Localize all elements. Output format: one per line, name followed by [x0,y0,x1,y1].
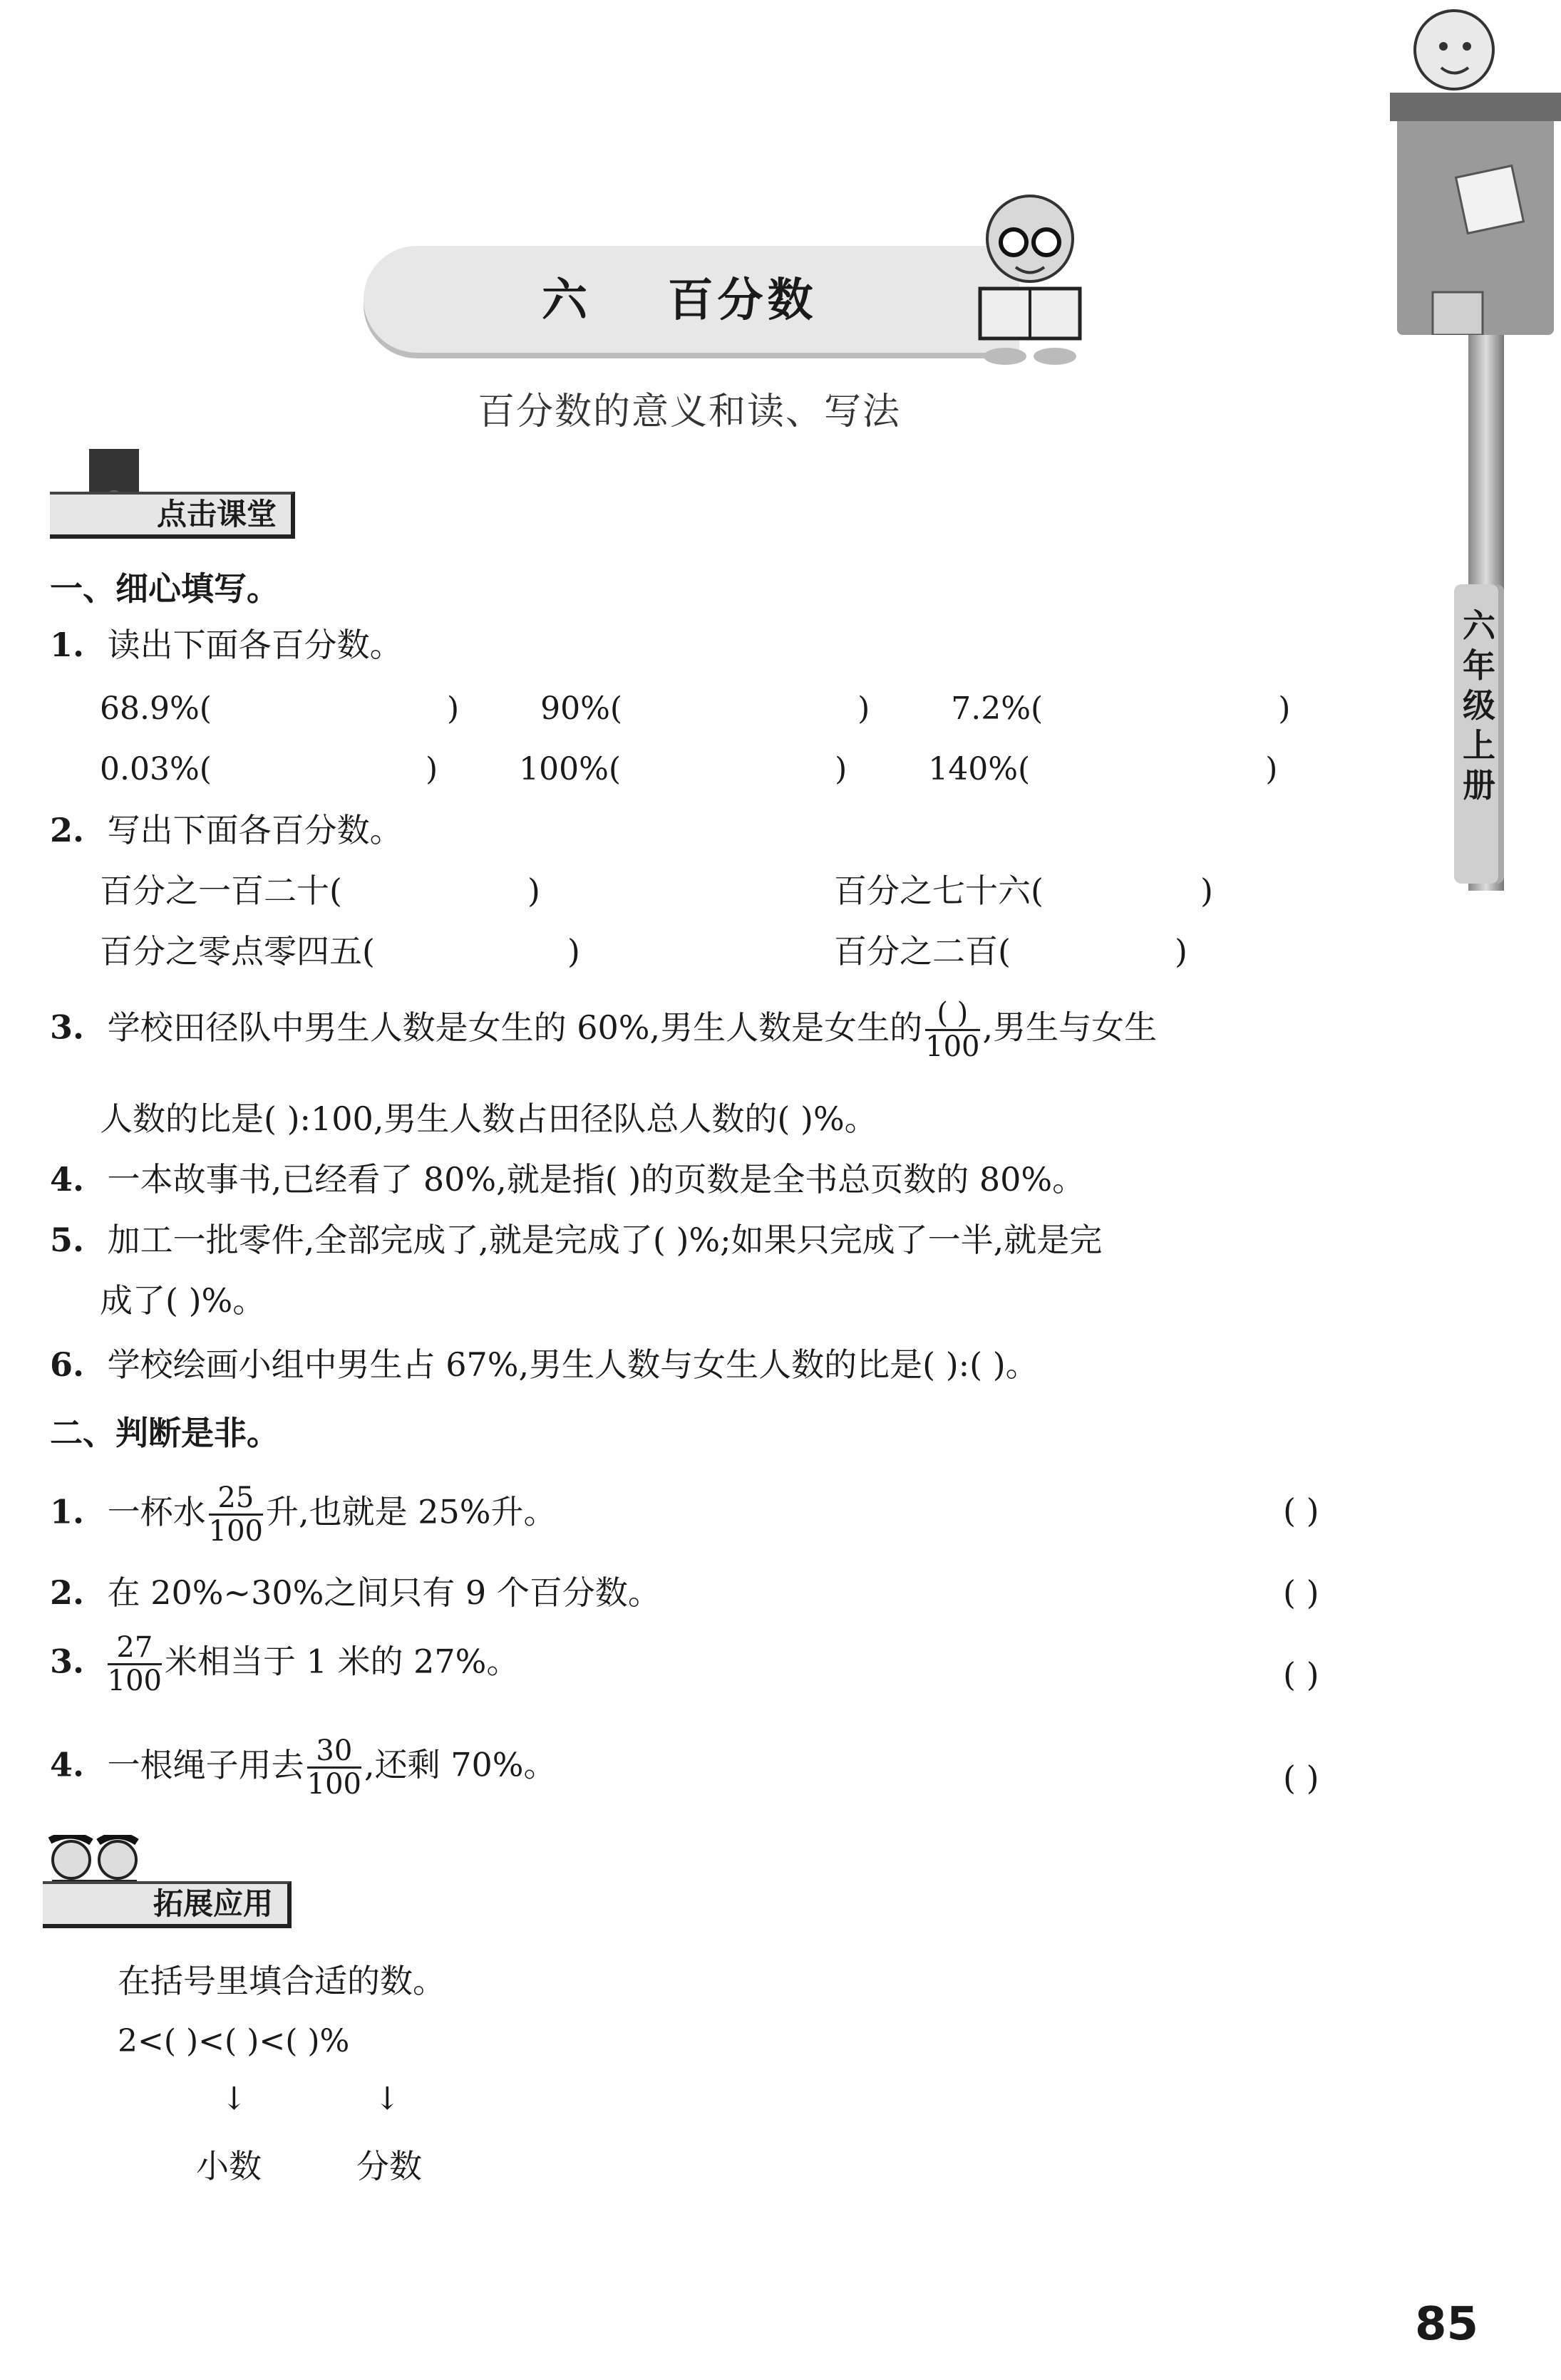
question-1-5 [50,1219,1102,1261]
question-1-1 [50,624,403,666]
percent-label: 0.03%( [100,751,212,787]
question-text: 一本故事书,已经看了 80%,就是指( )的页数是全书总页数的 80%。 [107,1160,1086,1199]
part1-heading: 一、细心填写。 [50,569,279,608]
bracket-close: ) [1265,751,1278,787]
bracket-close: ) [1200,871,1213,910]
chapter-title [542,264,818,329]
judge-text-cont: 升,也就是 25%升。 [266,1492,557,1531]
percent-label: 7.2%( [951,690,1044,727]
judge-text: 米相当于 1 米的 27%。 [165,1642,520,1681]
write-row-1b [834,869,1213,912]
judge-text: 一杯水 [107,1492,206,1531]
judge-item-1 [50,1482,557,1547]
grade-side-label: 六年级上册 [1463,606,1495,804]
question-1-3-line2: 人数的比是( ):100,男生人数占田径队总人数的( )%。 [100,1100,877,1138]
judge-bracket-2[interactable]: ( ) [1283,1573,1319,1612]
reading-boy-illustration [962,189,1098,367]
bracket-close: ) [835,751,848,787]
judge-text: 在 20%~30%之间只有 9 个百分数。 [107,1573,661,1612]
chinese-percent-label: 百分之二百( [834,932,1011,971]
question-1-5-line2: 成了( )%。 [100,1281,266,1320]
judge-text-cont: ,还剩 70%。 [364,1745,557,1784]
part2-heading: 二、判断是非。 [50,1414,279,1452]
judge-text: 一根绳子用去 [107,1745,304,1784]
bracket-close: ) [1278,690,1291,727]
question-number: 5. [50,1221,85,1259]
question-text: 学校绘画小组中男生占 67%,男生人数与女生人数的比是( ):( )。 [107,1345,1039,1384]
write-row-2b [834,930,1188,973]
question-text: 读出下面各百分数。 [107,626,403,664]
read-row-1 [100,688,1290,730]
judge-item-2 [50,1571,661,1614]
lesson-title: 百分数的意义和读、写法 [478,390,902,433]
read-row-2 [100,748,1277,791]
question-text: 学校田径队中男生人数是女生的 60%,男生人数是女生的 [107,1008,923,1047]
question-1-3 [50,998,1157,1062]
question-number: 2. [50,1573,85,1612]
judge-bracket-3[interactable]: ( ) [1283,1655,1319,1694]
chinese-percent-label: 百分之一百二十( [100,871,342,910]
write-row-2 [100,930,580,973]
fraction [925,998,979,1062]
label-decimal: 小数 [196,2147,262,2185]
question-text: 写出下面各百分数。 [107,811,403,849]
percent-label: 68.9%( [100,690,212,727]
fraction-numerator: 25 [209,1482,263,1516]
extend-instruction: 在括号里填合适的数。 [118,1962,445,2000]
question-1-2 [50,809,403,852]
fraction [108,1632,162,1697]
percent-label: 90%( [540,690,623,727]
percent-label: 140%( [928,751,1031,787]
question-number: 1. [50,626,85,664]
bracket-close: ) [425,751,438,787]
question-text-cont: ,男生与女生 [982,1008,1158,1047]
arrow-down-icon: ↓ [374,2081,401,2117]
chapter-name: 百分数 [667,274,818,327]
percent-label: 100%( [519,751,622,787]
extend-expression: 2<( )<( )<( )% [118,2023,350,2059]
fraction [209,1482,263,1547]
question-text: 加工一批零件,全部完成了,就是完成了( )%;如果只完成了一半,就是完 [107,1221,1103,1259]
question-number: 3. [50,1008,85,1047]
question-number: 4. [50,1160,85,1199]
fraction-numerator: 27 [108,1632,162,1665]
fraction-numerator[interactable]: ( ) [925,998,979,1031]
question-number: 6. [50,1345,85,1384]
question-number: 4. [50,1745,85,1784]
fraction [307,1735,361,1800]
bracket-close: ) [857,690,870,727]
fraction-denominator: 100 [208,1515,264,1548]
arrow-down-icon: ↓ [221,2081,247,2117]
question-number: 1. [50,1492,85,1531]
section-tag-class: 点击课堂 [50,492,295,539]
judge-bracket-1[interactable]: ( ) [1283,1491,1319,1530]
question-number: 2. [50,811,85,849]
chinese-percent-label: 百分之零点零四五( [100,932,375,971]
bracket-close: ) [1174,932,1188,971]
bracket-close: ) [446,690,460,727]
chapter-number: 六 [542,274,592,327]
chinese-percent-label: 百分之七十六( [834,871,1044,910]
bracket-close: ) [527,871,540,910]
write-row-1 [100,869,540,912]
judge-item-3 [50,1632,519,1697]
label-fraction: 分数 [356,2147,422,2185]
section-tag-extend: 拓展应用 [43,1881,292,1928]
side-illustration-cartoon [1376,0,1561,335]
bracket-close: ) [567,932,580,971]
judge-bracket-4[interactable]: ( ) [1283,1759,1319,1797]
fraction-denominator: 100 [925,1030,980,1063]
fraction-denominator: 100 [306,1768,362,1801]
fraction-denominator: 100 [107,1665,163,1697]
fraction-numerator: 30 [307,1735,361,1769]
question-1-4 [50,1158,1085,1201]
page-number: 85 [1415,2298,1479,2351]
question-number: 3. [50,1642,85,1681]
question-1-6 [50,1343,1039,1386]
judge-item-4 [50,1735,557,1800]
